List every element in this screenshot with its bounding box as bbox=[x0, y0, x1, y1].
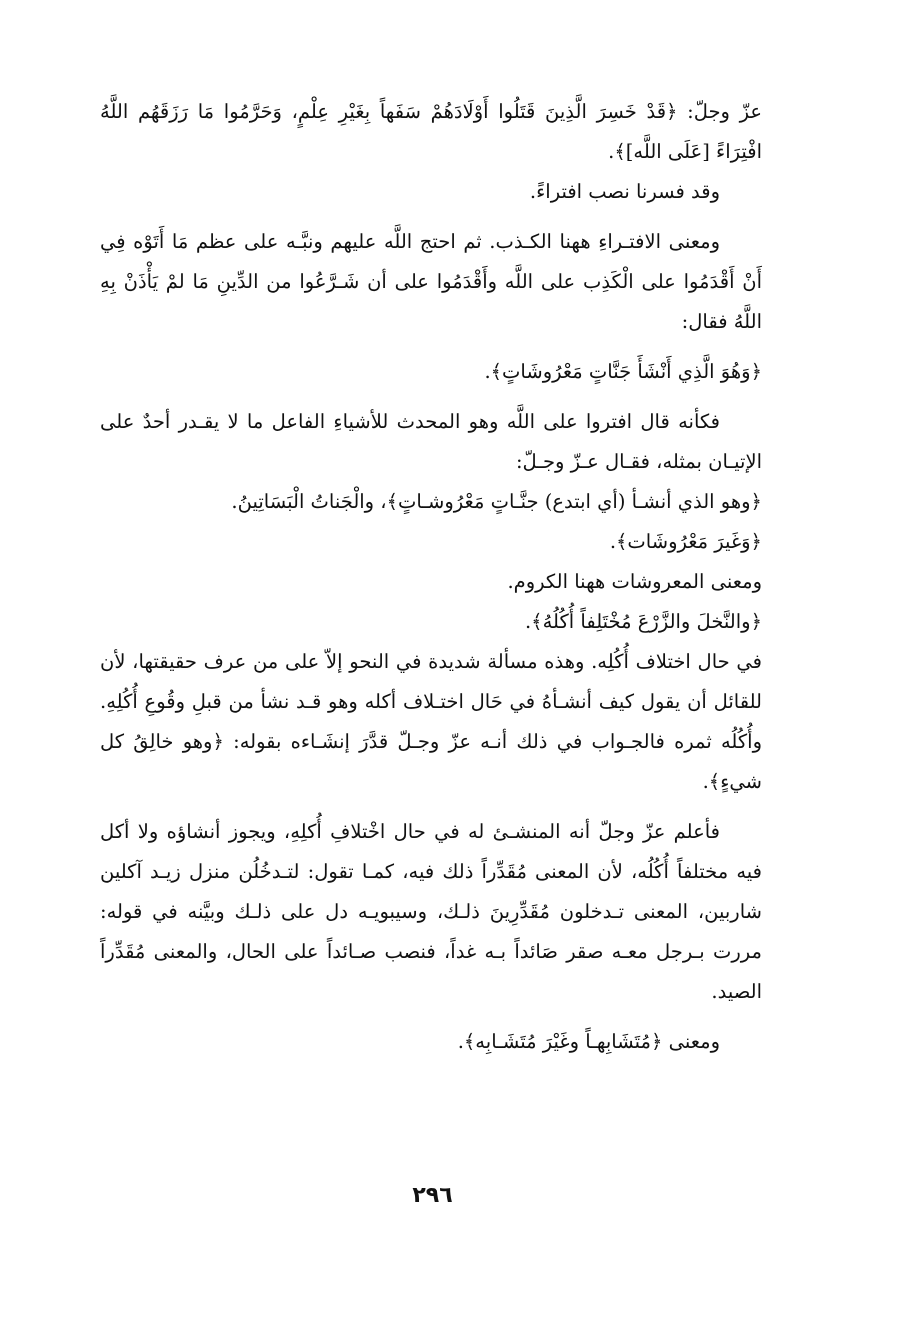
page-number: ٢٩٦ bbox=[412, 1183, 453, 1208]
paragraph-7-quran-quote: ﴿وَغَيرَ مَعْرُوشَات﴾. bbox=[609, 530, 762, 553]
paragraph-9-quran-quote: ﴿والنَّخلَ والزَّرْعَ مُخْتَلِفاً أُكُلُهُ﴾. bbox=[524, 610, 762, 633]
paragraph-4-quran-quote: ﴿وَهُوَ الَّذِي أَنْشَأَ جَنَّاتٍ مَعْرُوشَاتٍ﴾. bbox=[484, 360, 762, 383]
page-body-text bbox=[100, 92, 762, 1062]
paragraph-12: ومعنى ﴿مُتَشَابِهـاً وغَيْرَ مُتَشَـابِه﴾. bbox=[457, 1030, 720, 1053]
paragraph-11: فأعلم عزّ وجلّ أنه المنشـئ له في حال اخْتلافِ أُكلِهِ، ويجوز أنشاؤه ولا أكل فيه مختلفاً أُكُلُه، لأن المعنى مُقَدِّراً ذلك فيه، كمـا تقول: لتـدخُلُن منزل زيـد آكلين شاربين، المعنى تـدخلون مُقَدِّرِينَ ذلـك، وسيبويـه دل على ذلـك وبيَّنه في قوله: مررت بـرجل معـه صقر صَائداً بـه غداً، فنصب صـائداً على الحال، والمعنى مُقَدِّراً الصيد. bbox=[100, 820, 762, 1003]
paragraph-8: ومعنى المعروشات ههنا الكروم. bbox=[507, 570, 762, 593]
paragraph-10: في حال اختلاف أُكُلِه. وهذه مسألة شديدة في النحو إلاّ على من عرف حقيقتها، لأن للقائل أن يقول كيف أنشـأهُ في حَال اختـلاف أكله وهو قـد نشأ من قبلِ وقُوعِ أُكُلِهِ. وأُكُلُه ثمره فالجـواب في ذلك أنـه عزّ وجـلّ قدَّرَ إنشَـاءه بقوله: ﴿وهو خالِقُ كل شيءٍ﴾. bbox=[100, 650, 762, 793]
paragraph-3: ومعنى الافتـراءِ ههنا الكـذب. ثم احتج اللَّه عليهم ونبَّـه على عظم مَا أَتَوْه فِي أَنْ أَقْدَمُوا على الْكَذِب على اللَّه وأَقْدَمُوا على أن شَـرَّعُوا من الدِّينِ مَا لمْ يَأْذَنْ بِهِ اللَّهُ فقال: bbox=[100, 230, 762, 333]
paragraph-2: وقد فسرنا نصب افتراءً. bbox=[529, 180, 720, 203]
paragraph-6-quran-quote: ﴿وهو الذي أنشـأ (أي ابتدع) جنَّـاتٍ مَعْرُوشـاتٍ﴾، والْجَناتُ الْبَسَاتِينُ. bbox=[231, 490, 762, 513]
paragraph-1: عزّ وجلّ: ﴿قَدْ خَسِرَ الَّذِينَ قَتَلُوا أَوْلَادَهُمْ سَفَهاً بِغَيْرِ عِلْمٍ، وَحَرَّمُوا مَا رَزَقَهُم اللَّهُ افْتِرَاءً [عَلَى اللَّه]﴾. bbox=[100, 100, 762, 163]
paragraph-5: فكأنه قال افتروا على اللَّه وهو المحدث للأشياءِ الفاعل ما لا يقـدر أحدٌ على الإتيـان بمثله، فقـال عـزّ وجـلّ: bbox=[100, 410, 762, 473]
